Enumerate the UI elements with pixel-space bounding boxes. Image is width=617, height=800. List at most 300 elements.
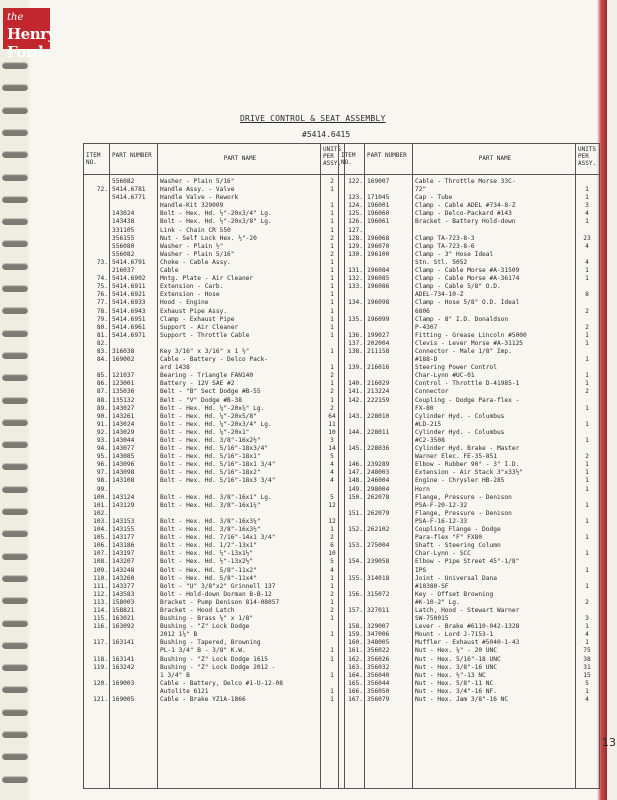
item-number: 111. xyxy=(93,582,108,590)
units-per-assy: 4 xyxy=(330,566,334,574)
part-number: 143155 xyxy=(112,526,135,534)
item-number: 112. xyxy=(93,590,108,598)
item-number: 113. xyxy=(93,598,108,606)
binder-ring xyxy=(2,664,28,671)
item-number: 85. xyxy=(96,372,108,380)
part-number: 163242 xyxy=(112,663,135,671)
table-row xyxy=(84,186,344,194)
part-name: PSA-F-16-12-33 xyxy=(415,517,468,525)
part-name: Clamp - Hose 5/8" O.D. Ideal xyxy=(415,299,520,307)
units-per-assy: 1 xyxy=(330,210,334,218)
units-per-assy: 2 xyxy=(585,388,589,396)
part-number: 143197 xyxy=(112,550,135,558)
units-per-assy: 4 xyxy=(585,258,589,266)
part-name: Extension - Hose xyxy=(160,291,220,299)
part-name: Connector - Male 1/8" Imp. xyxy=(415,347,512,355)
item-number: 109. xyxy=(93,566,108,574)
table-row xyxy=(84,364,344,372)
units-per-assy: 8 xyxy=(585,291,589,299)
part-name: 6806 xyxy=(415,307,430,315)
item-number: 164. xyxy=(348,671,363,679)
item-number: 78. xyxy=(96,307,108,315)
item-number: 93. xyxy=(96,437,108,444)
table-row xyxy=(339,194,599,202)
table-row xyxy=(84,615,344,623)
units-per-assy: 11 xyxy=(328,420,336,428)
item-number: 97. xyxy=(96,469,108,477)
part-name: Bolt - Hex. Hd. 3/8"-16x3¼" xyxy=(160,517,261,525)
item-number: 166. xyxy=(348,687,363,695)
units-per-assy: 1 xyxy=(585,404,589,412)
part-name: Autolite 6121 xyxy=(160,687,209,695)
henry-ford-logo xyxy=(3,8,56,61)
units-per-assy: 1 xyxy=(330,307,334,315)
units-per-assy: 1 xyxy=(585,356,589,364)
part-name: Cable - Battery, Delco #1-U-12-08 xyxy=(160,679,283,687)
part-number: 169007 xyxy=(367,178,390,185)
table-row xyxy=(84,316,344,324)
part-number: 121037 xyxy=(112,372,135,380)
table-row xyxy=(84,558,344,566)
part-number: 275004 xyxy=(367,542,390,550)
part-number: 171045 xyxy=(367,194,390,202)
item-number: 133. xyxy=(348,283,363,291)
part-number: 211158 xyxy=(367,347,390,355)
table-row xyxy=(339,567,599,575)
part-number: 5414.6902 xyxy=(112,275,146,283)
item-number: 155. xyxy=(348,574,363,582)
part-name: Cylinder Hyd. - Columbus xyxy=(415,412,505,420)
part-name: Engine - Chrysler HB-285 xyxy=(415,477,505,485)
part-number: 5414.6781 xyxy=(112,186,146,194)
table-row xyxy=(84,526,344,534)
table-row xyxy=(339,348,599,356)
part-name: Clamp - 8" I.D. Donaldson xyxy=(415,315,509,323)
table-row xyxy=(339,631,599,639)
part-name: Bolt - Hex. Hd. 3/8"-16x2½" xyxy=(160,437,261,444)
table-row xyxy=(339,275,599,283)
part-name: Bracket - Pump Denison 814-08057 xyxy=(160,598,280,606)
table-row xyxy=(339,186,599,194)
table-row xyxy=(84,429,344,437)
part-number: 356155 xyxy=(112,234,135,242)
part-name: Bolt - Hold-down Dorman B-B-12 xyxy=(160,590,272,598)
part-number: 143085 xyxy=(112,453,135,461)
part-number: 143186 xyxy=(112,542,135,550)
item-number: 75. xyxy=(96,283,108,291)
part-name: Control - Throttle D-41985-1 xyxy=(415,380,520,388)
part-name: Bolt - Hex. Hd. ¼"-20x5/8" xyxy=(160,412,257,420)
part-number: 196098 xyxy=(367,299,390,307)
units-per-assy: 1 xyxy=(585,485,589,493)
binder-ring xyxy=(2,397,28,404)
units-per-assy: 1 xyxy=(330,582,334,590)
part-name: Key - Offset Browning xyxy=(415,590,494,598)
item-number: 147. xyxy=(348,469,363,477)
units-per-assy: 1 xyxy=(330,323,334,331)
item-number: 98. xyxy=(96,477,108,485)
part-name: Bolt - Hex. Hd. ½"-13x1½" xyxy=(160,550,254,558)
part-name: Handle Valve - Rework xyxy=(160,194,239,202)
table-row xyxy=(339,316,599,324)
table-row xyxy=(339,178,599,186)
units-per-assy: 1 xyxy=(585,186,589,194)
item-number: 116. xyxy=(93,623,108,631)
part-number: 331105 xyxy=(112,226,135,234)
part-name: Cable - Brake YZ1A-1866 xyxy=(160,696,246,703)
part-number: 143098 xyxy=(112,469,135,477)
part-name: Shaft - Steering Column xyxy=(415,542,501,550)
table-row xyxy=(339,405,599,413)
item-number: 72. xyxy=(96,186,108,194)
part-number: 262078 xyxy=(367,493,390,501)
part-name: Bolt - Hex. Hd. 5/16"-18x2" xyxy=(160,469,261,477)
part-name: Cable - Throttle Morse 33C- xyxy=(415,178,516,185)
logo-text-bottom: Henry Ford xyxy=(7,25,56,61)
item-number: 99. xyxy=(96,485,108,493)
part-number: 196070 xyxy=(367,242,390,250)
part-number: 356032 xyxy=(367,663,390,671)
logo-text-top: the xyxy=(7,12,24,23)
units-per-assy: 1 xyxy=(585,420,589,428)
part-number: 262079 xyxy=(367,509,390,517)
table-row xyxy=(84,518,344,526)
binder-ring xyxy=(2,285,28,292)
item-number: 149. xyxy=(348,485,363,493)
item-number: 159. xyxy=(348,631,363,639)
part-name: Mount - Lord J-7153-1 xyxy=(415,631,494,639)
item-number: 103. xyxy=(93,517,108,525)
table-row xyxy=(339,421,599,429)
part-name: Bolt - Hex. Hd. ¼"-20x3/4" Lg. xyxy=(160,420,272,428)
units-per-assy: 4 xyxy=(585,631,589,639)
table-row xyxy=(339,599,599,607)
part-number: 199027 xyxy=(367,331,390,339)
part-number: 329007 xyxy=(367,623,390,631)
part-number: 5414.6921 xyxy=(112,291,146,299)
item-number: 106. xyxy=(93,542,108,550)
part-name: Bolt - Hex. Hd. 5/16"-18x1" xyxy=(160,453,261,461)
units-per-assy: 38 xyxy=(583,655,591,663)
table-row xyxy=(339,356,599,364)
part-name: Bracket - Battery Hold-down xyxy=(415,218,516,226)
part-name: Clamp - Cable Morse #A-31509 xyxy=(415,267,520,275)
part-number: 143261 xyxy=(112,412,135,420)
units-per-assy: 1 xyxy=(330,364,334,372)
item-number: 128. xyxy=(348,234,363,242)
binder-edge xyxy=(0,0,28,800)
part-name: ADEL-734-10-Z xyxy=(415,291,464,299)
part-name: Nut - Hex. 3/4"-16 NF. xyxy=(415,687,497,695)
binder-ring xyxy=(2,419,28,426)
table-row xyxy=(339,218,599,226)
part-name: Bracket - Hood Latch xyxy=(160,606,235,614)
item-number: 95. xyxy=(96,453,108,461)
part-name: Fitting - Grease Lincoln #5000 xyxy=(415,331,527,339)
units-per-assy: 4 xyxy=(330,477,334,485)
item-number: 83. xyxy=(96,347,108,355)
part-name: Joint - Universal Dana xyxy=(415,574,497,582)
units-per-assy: 1 xyxy=(330,631,334,639)
table-row xyxy=(84,502,344,510)
item-number: 139. xyxy=(348,364,363,372)
units-per-assy: 1 xyxy=(330,291,334,299)
item-number: 145. xyxy=(348,445,363,453)
part-number: 143024 xyxy=(112,210,135,218)
units-per-assy: 14 xyxy=(328,445,336,453)
part-number: 239058 xyxy=(367,558,390,566)
part-name: Bolt - Hex. Hd. ¼"-20x1" xyxy=(160,428,250,436)
binder-ring xyxy=(2,575,28,582)
part-number: 123001 xyxy=(112,380,135,388)
part-name: Clamp - Cable Morse #A-36174 xyxy=(415,275,520,283)
part-name: Connector xyxy=(415,388,449,396)
units-per-assy: 1 xyxy=(585,639,589,647)
table-row xyxy=(84,486,344,494)
part-name: Coupling - Dodge Para-flex - xyxy=(415,396,520,404)
part-number: 316038 xyxy=(112,347,135,355)
units-per-assy: 1 xyxy=(330,647,334,655)
part-name: PL-1 3/4" B - 3/8" K.W. xyxy=(160,647,246,655)
item-number: 100. xyxy=(93,493,108,501)
item-number: 114. xyxy=(93,606,108,614)
table-row xyxy=(84,437,344,445)
part-number: 196099 xyxy=(367,315,390,323)
units-per-assy: 1 xyxy=(585,194,589,202)
item-number: 86. xyxy=(96,380,108,388)
binder-ring xyxy=(2,508,28,515)
part-number: 5414.6943 xyxy=(112,307,146,315)
units-per-assy: 1 xyxy=(585,331,589,339)
part-number: 143044 xyxy=(112,437,135,444)
table-row xyxy=(339,575,599,583)
table-row xyxy=(84,243,344,251)
part-number: 5414.6961 xyxy=(112,323,146,331)
part-name: Nut - Hex. 3/8"-16 UNC xyxy=(415,663,497,671)
item-number: 137. xyxy=(348,339,363,347)
table-row xyxy=(84,639,344,647)
part-name: Char-Lynn - SCC xyxy=(415,550,471,558)
part-name: Clamp - 3" Hose Ideal xyxy=(415,250,494,258)
units-per-assy: 1 xyxy=(330,267,334,275)
item-number: 129. xyxy=(348,242,363,250)
item-number: 80. xyxy=(96,323,108,331)
units-per-assy: 10 xyxy=(328,428,336,436)
table-row xyxy=(84,567,344,575)
units-per-assy: 12 xyxy=(328,517,336,525)
table-row xyxy=(339,291,599,299)
table-row xyxy=(84,356,344,364)
units-per-assy: 1 xyxy=(330,315,334,323)
part-name: Warner Elec. FE-35-851 xyxy=(415,453,497,461)
table-row xyxy=(84,680,344,688)
part-number: 5414.6933 xyxy=(112,299,146,307)
units-per-assy: 2 xyxy=(585,307,589,315)
part-name: Nut - Hex. Jam 3/8"-16 NC xyxy=(415,696,509,703)
units-per-assy: 1 xyxy=(585,372,589,380)
part-number: 216037 xyxy=(112,267,135,275)
part-name: Nut - Hex. 5/16"-18 UNC xyxy=(415,655,501,663)
part-name: PSA-F-20-12-32 xyxy=(415,501,468,509)
part-name: Hood - Engine xyxy=(160,299,209,307)
table-row xyxy=(84,348,344,356)
item-number: 124. xyxy=(348,202,363,210)
table-row xyxy=(339,696,599,704)
item-number: 153. xyxy=(348,542,363,550)
table-row xyxy=(339,680,599,688)
table-row xyxy=(339,534,599,542)
table-row xyxy=(339,615,599,623)
part-name: Bolt - Hex. Hd. 5/16"-18x3 3/4" xyxy=(160,477,276,485)
table-row xyxy=(84,469,344,477)
units-per-assy: 1 xyxy=(330,186,334,194)
part-number: 169002 xyxy=(112,356,135,364)
table-row xyxy=(84,445,344,453)
table-row xyxy=(84,291,344,299)
part-number: 222159 xyxy=(367,396,390,404)
part-name: FX-80 xyxy=(415,404,434,412)
table-row xyxy=(339,380,599,388)
units-per-assy: 2 xyxy=(330,250,334,258)
units-per-assy: 1 xyxy=(330,258,334,266)
part-name: Nut - Hex. ½"-13 NC xyxy=(415,671,486,679)
item-number: 141. xyxy=(348,388,363,396)
item-number: 104. xyxy=(93,526,108,534)
part-name: Para-flex "F" FX80 xyxy=(415,534,483,542)
table-row xyxy=(339,251,599,259)
part-name: Bushing - "Z" Lock Dodge 2012 - xyxy=(160,663,276,671)
part-name: Bushing - Brass ⅛" x 1/8" xyxy=(160,615,254,623)
units-per-assy: 64 xyxy=(328,412,336,420)
table-row xyxy=(84,421,344,429)
part-number: 216029 xyxy=(367,380,390,388)
part-number: 143077 xyxy=(112,445,135,453)
table-row xyxy=(339,583,599,591)
binder-ring xyxy=(2,776,28,783)
binder-ring xyxy=(2,463,28,470)
binder-ring xyxy=(2,530,28,537)
part-number: 163141 xyxy=(112,639,135,647)
table-row xyxy=(84,591,344,599)
binder-ring xyxy=(2,709,28,716)
col-item-header: ITEM NO. xyxy=(86,152,101,166)
item-number: 142. xyxy=(348,396,363,404)
table-row xyxy=(84,194,344,202)
part-name: Char-Lynn #UC-01 xyxy=(415,372,475,380)
item-number: 150. xyxy=(348,493,363,501)
part-name: Handle Assy. - Valve xyxy=(160,186,235,194)
table-row xyxy=(84,340,344,348)
units-per-assy: 5 xyxy=(330,558,334,566)
units-per-assy: 4 xyxy=(330,461,334,469)
table-row xyxy=(339,672,599,680)
table-row xyxy=(84,218,344,226)
item-number: 107. xyxy=(93,550,108,558)
binder-ring xyxy=(2,686,28,693)
part-name: Bolt - Hex. Hd. ½"-13x2½" xyxy=(160,558,254,566)
units-per-assy: 1 xyxy=(330,299,334,307)
table-row xyxy=(84,623,344,631)
part-number: 143129 xyxy=(112,501,135,509)
table-row xyxy=(84,259,344,267)
units-per-assy: 4 xyxy=(330,469,334,477)
part-name: 72" xyxy=(415,186,427,194)
table-row xyxy=(84,388,344,396)
item-number: 110. xyxy=(93,574,108,582)
units-per-assy: 1 xyxy=(330,380,334,388)
item-number: 161. xyxy=(348,647,363,655)
part-name: Bolt - Hex. Hd. ½"-20x3/8" Lg. xyxy=(160,218,272,226)
units-per-assy: 1 xyxy=(585,267,589,275)
item-number: 162. xyxy=(348,655,363,663)
item-number: 156. xyxy=(348,590,363,598)
item-number: 165. xyxy=(348,679,363,687)
units-per-assy: 1 xyxy=(330,331,334,339)
table-row xyxy=(84,672,344,680)
part-number: 298004 xyxy=(367,485,390,493)
units-per-assy: 2 xyxy=(330,404,334,412)
item-number: 115. xyxy=(93,615,108,623)
part-name: Flange, Pressure - Denison xyxy=(415,509,512,517)
col-part-header: PART NUMBER xyxy=(364,144,412,174)
units-per-assy: 2 xyxy=(330,178,334,185)
item-number: 152. xyxy=(348,526,363,534)
part-name: Bolt - Hex. Hd. 1/2"-13x1" xyxy=(160,542,257,550)
item-number: 82. xyxy=(96,339,108,347)
units-per-assy: 2 xyxy=(330,234,334,242)
part-number: 356026 xyxy=(367,655,390,663)
part-number: 213224 xyxy=(367,388,390,396)
units-per-assy: 1 xyxy=(330,347,334,355)
units-per-assy: 1 xyxy=(585,218,589,226)
units-per-assy: 2 xyxy=(330,606,334,614)
units-per-assy: 2 xyxy=(330,590,334,598)
units-per-assy: 1 xyxy=(330,696,334,703)
table-row xyxy=(339,486,599,494)
table-row xyxy=(84,453,344,461)
part-number: 248003 xyxy=(367,469,390,477)
item-number: 74. xyxy=(96,275,108,283)
part-name: Support - Throttle Cable xyxy=(160,331,250,339)
table-row xyxy=(84,299,344,307)
part-number: 228010 xyxy=(367,412,390,420)
units-per-assy: 1 xyxy=(330,283,334,291)
table-row xyxy=(84,599,344,607)
units-per-assy: 5 xyxy=(330,453,334,461)
part-name: P-4307 xyxy=(415,323,438,331)
units-per-assy: 1 xyxy=(585,469,589,477)
table-row xyxy=(339,235,599,243)
table-row xyxy=(339,259,599,267)
part-name: 1 3/4" B xyxy=(160,671,190,679)
part-name: Extension - Air Stack 3"x33½" xyxy=(415,469,524,477)
item-number: 146. xyxy=(348,461,363,469)
part-name: Cylinder Hyd. - Columbus xyxy=(415,428,505,436)
part-name: Washer - Plain 5/16" xyxy=(160,178,235,185)
item-number: 148. xyxy=(348,477,363,485)
table-row xyxy=(339,202,599,210)
binder-ring xyxy=(2,731,28,738)
part-name: Bolt - Hex. Hd. 3/8"-16x3½" xyxy=(160,526,261,534)
item-number: 105. xyxy=(93,534,108,542)
table-row xyxy=(339,477,599,485)
part-number: 196084 xyxy=(367,267,390,275)
part-name: Bolt - Hex. Hd. 7/16"-14x1 3/4" xyxy=(160,534,276,542)
item-number: 130. xyxy=(348,250,363,258)
part-name: Bearing - Triangle FAN140 xyxy=(160,372,254,380)
table-row xyxy=(84,413,344,421)
part-name: Bolt - Hex. Hd. 5/16"-18x1 3/4" xyxy=(160,461,276,469)
